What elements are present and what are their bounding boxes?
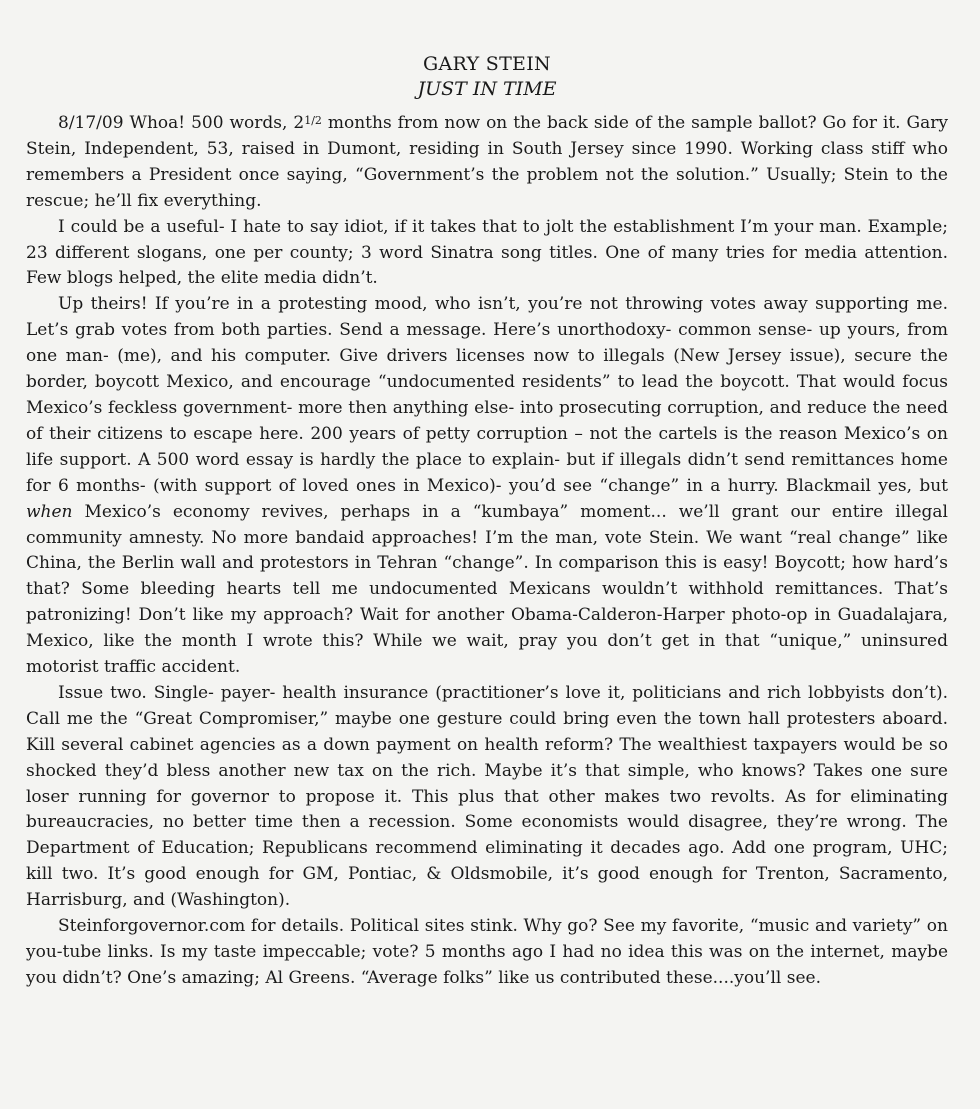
paragraph-intro-text: 8/17/09 Whoa! 500 words, 2 — [58, 113, 305, 133]
paragraph-intro — [26, 108, 948, 215]
statement-body — [26, 108, 948, 992]
statement-header — [26, 52, 948, 102]
paragraph-useful-idiot: I could be a useful- I hate to say idiot, if it takes that to jolt the establishment I’m your man. Example; 23 different slogans, one per county; 3 word Sinatra song titles. One of many tries for media attention. Few blogs helped, the elite media didn’t. — [26, 216, 948, 289]
paragraph-website: Steinforgovernor.com for details. Political sites stink. Why go? See my favorite, “music and variety” on you-tube links. Is my taste impeccable; vote? 5 months ago I had no idea this was on the internet, maybe you didn’t? One’s amazing; Al Greens. “Average folks” like us contributed these....you’ll see. — [26, 916, 948, 988]
fraction-half: 1/2 — [304, 114, 322, 127]
paragraph-issue-two: Issue two. Single- payer- health insurance (practitioner’s love it, politicians and rich lobbyists don’t). Call me the “Great Compromiser,” maybe one gesture could bring even the town hall protesters aboard. Kill several cabinet agencies as a down payment on health reform? The wealthiest taxpayers would be so shocked they’d bless another new tax on the rich. Maybe it’s that simple, who knows? Takes one sure loser running for governor to propose it. This plus that other makes two revolts. As for eliminating bureaucracies, no better time then a recession. Some economists would disagree, they’re wrong. The Department of Education; Republicans recommend eliminating it decades ago. Add one program, UHC; kill two. It’s good enough for GM, Pontiac, & Oldsmobile, it’s good enough for Trenton, Sacramento, Harrisburg, and (Washington). — [26, 682, 948, 911]
paragraph-intro-rest: months from now on the back side of the sample ballot? Go for it. Gary Stein, Independent, 53, raised in Dumont, residing in South Jersey since 1990. Working class stiff who remembers a President once saying, “Government’s the problem not the solution.” Usually; Stein to the rescue; he’ll fix everything. — [26, 113, 948, 211]
paragraph-protest-text: Up theirs! If you’re in a protesting mood, who isn’t, you’re not throwing votes away supporting me. Let’s grab votes from both parties. Send a message. Here’s unorthodoxy- common sense- up yours, from one man- (me), and his computer. Give drivers licenses now to illegals (New Jersey issue), secure the border, boycott Mexico, and encourage “undocumented residents” to lead the boycott. That would focus Mexico’s feckless government- more then anything else- into prosecuting corruption, and reduce the need of their citizens to escape here. 200 years of petty corruption – not the cartels is the reason Mexico’s on life support. A 500 word essay is hardly the place to explain- but if illegals didn’t send remittances home for 6 months- (with support of loved ones in Mexico)- you’d see “change” in a hurry. Blackmail yes, but — [26, 294, 948, 496]
emphasis-when: when — [26, 501, 73, 522]
candidate-name: GARY STEIN — [423, 53, 551, 75]
paragraph-protest — [26, 292, 948, 681]
paragraph-protest-rest: Mexico’s economy revives, perhaps in a “kumbaya” moment... we’ll grant our entire illegal community amnesty. No more bandaid approaches! I’m the man, vote Stein. We want “real change” like China, the Berlin wall and protestors in Tehran “change”. In comparison this is easy! Boycott; how hard’s that? Some bleeding hearts tell me undocumented Mexicans wouldn’t withhold remittances. That’s patronizing! Don’t like my approach? Wait for another Obama-Calderon-Harper photo-op in Guadalajara, Mexico, like the month I wrote this? While we wait, pray you don’t get in that “unique,” uninsured motorist traffic accident. — [26, 501, 948, 678]
statement-title: JUST IN TIME — [417, 78, 557, 100]
